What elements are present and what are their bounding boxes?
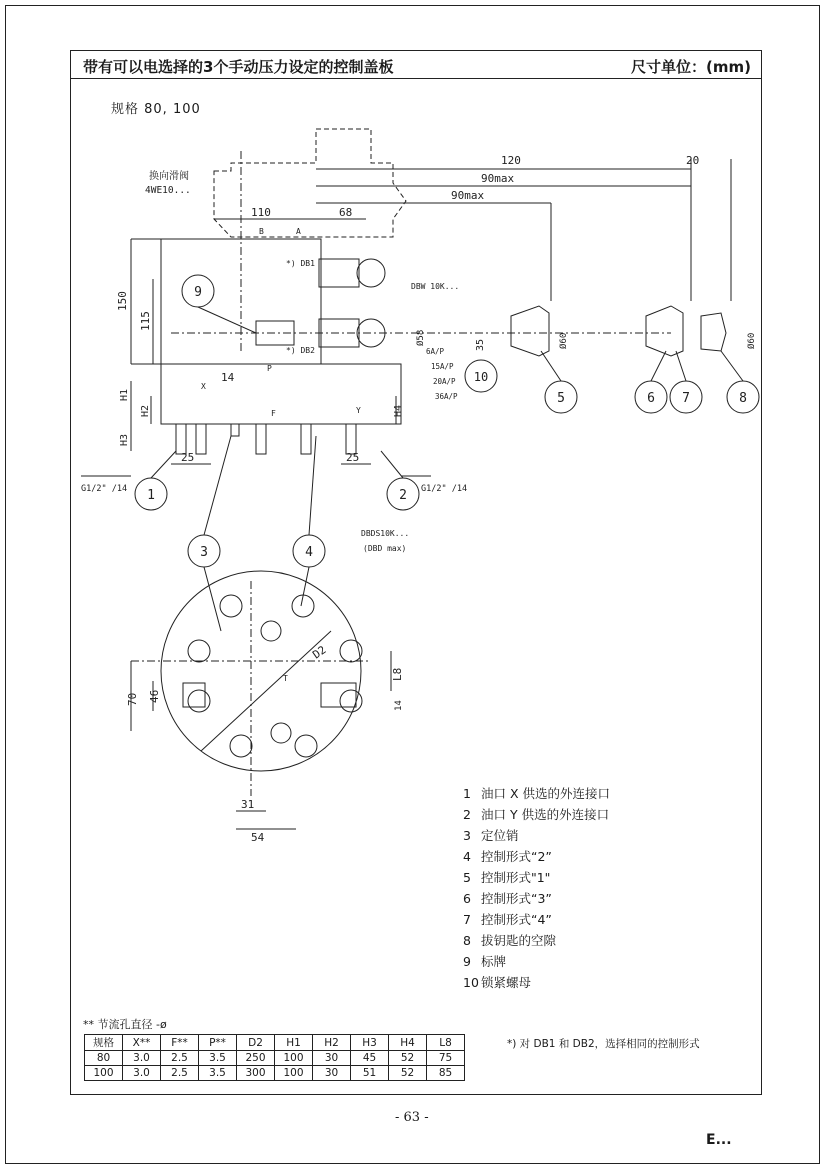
port-circle [271, 723, 291, 743]
valve-type: 4WE10... [145, 185, 191, 196]
datasheet-panel [70, 50, 762, 1095]
dbds-label: DBDS10K... [361, 529, 410, 538]
legend-item: 8 拔钥匙的空隙 [463, 933, 556, 948]
port-x-label: X [201, 382, 206, 391]
dim-14b: 14 [394, 700, 404, 711]
leader [651, 351, 666, 381]
dim-14: 14 [221, 371, 235, 384]
knob-db1 [357, 259, 385, 287]
throttle-note: ** 节流孔直径 -ø [83, 1018, 167, 1031]
dim-d2: D2 [310, 643, 329, 662]
legend-item: 9 标牌 [463, 954, 506, 969]
leader [204, 436, 231, 535]
dim-20: 20 [686, 154, 700, 167]
port-p [301, 424, 311, 454]
dim-54: 54 [251, 831, 265, 844]
bolt-hole [188, 690, 210, 712]
legend-item: 4 控制形式“2” [463, 849, 552, 864]
legend-item: 1 油口 X 供选的外连接口 [463, 786, 610, 801]
dim-h4: H4 [393, 404, 404, 417]
callout-label: 6 [647, 391, 655, 406]
dim-70: 70 [126, 692, 139, 706]
port-left-thread: G1/2" /14 [81, 484, 128, 494]
port-f-label: F [271, 409, 276, 418]
page-title: 带有可以电选择的3个手动压力设定的控制盖板 [83, 58, 394, 76]
bolt-hole [340, 690, 362, 712]
side-port-y [321, 683, 356, 707]
dim-l8: L8 [391, 667, 404, 681]
bolt-hole [220, 595, 242, 617]
dim-60b: Ø60 [747, 332, 757, 349]
p-20a-label: 20A/P [433, 377, 456, 386]
dim-90max-b: 90max [451, 189, 485, 202]
legend-item: 10 锁紧螺母 [463, 975, 531, 990]
dim-35: 35 [475, 338, 486, 351]
dim-25-left: 25 [181, 451, 195, 464]
dim-31: 31 [241, 798, 255, 811]
port-y [346, 424, 356, 454]
p-15a-label: 15A/P [431, 362, 454, 371]
dim-115: 115 [139, 311, 152, 331]
leader [676, 351, 686, 381]
legend-item: 6 控制形式“3” [463, 891, 552, 906]
legend-item: 5 控制形式"1" [463, 870, 551, 885]
port-y-label: Y [356, 406, 361, 415]
dim-58: Ø58 [416, 329, 426, 346]
dim-90max-a: 90max [481, 172, 515, 185]
leader [381, 451, 403, 478]
p-36a-label: 36A/P [435, 392, 458, 401]
dim-60a: Ø60 [559, 332, 569, 349]
directional-valve-outline [214, 129, 406, 237]
leader [721, 351, 743, 381]
port-x [176, 424, 186, 454]
unit-label: 尺寸单位：(mm) [631, 58, 751, 76]
dim-68: 68 [339, 206, 353, 219]
dim-150: 150 [116, 291, 129, 311]
port-right-thread: G1/2" /14 [421, 484, 468, 494]
flange-outline [161, 571, 361, 771]
control-form-1-knob [511, 306, 549, 356]
bolt-hole [230, 735, 252, 757]
callout-label: 8 [739, 391, 747, 406]
bolt-hole [295, 735, 317, 757]
leader [301, 567, 309, 606]
port-f [256, 424, 266, 454]
port-p-label: P [267, 364, 272, 373]
legend-item: 2 油口 Y 供选的外连接口 [463, 807, 610, 822]
callout-label: 5 [557, 391, 565, 406]
dim-46: 46 [148, 689, 161, 703]
dim-h3: H3 [119, 433, 130, 446]
cover-base [161, 364, 401, 424]
dbd-max-label: (DBD max) [363, 544, 407, 553]
port-pin [196, 424, 206, 454]
control-form-3-knob [646, 306, 683, 356]
technical-drawing [71, 51, 763, 1011]
port-a-label: A [296, 227, 301, 236]
locating-pin [231, 424, 239, 436]
callout-label: 4 [305, 545, 313, 560]
leader [309, 436, 316, 535]
table-header-row: 规格 X** F** P** D2 H1 H2 H3 H4 L8 [85, 1035, 465, 1051]
corner-mark: E... [706, 1132, 732, 1148]
p-6a-label: 6A/P [426, 347, 445, 356]
legend-item: 7 控制形式“4” [463, 912, 552, 927]
callout-label: 2 [399, 488, 407, 503]
legend-item: 3 定位销 [463, 828, 519, 843]
dim-h2: H2 [140, 404, 151, 417]
dim-h1: H1 [119, 388, 130, 401]
control-form-4-knob [701, 313, 726, 351]
dbw-label: DBW 10K... [411, 282, 460, 291]
side-port-x [183, 683, 205, 707]
pilot-valve-db1 [319, 259, 359, 287]
callout-label: 10 [473, 370, 489, 384]
port-t-label: T [283, 674, 288, 683]
page-number: - 63 - [395, 1110, 429, 1125]
table-row: 80 3.0 2.5 3.5 250 100 30 45 52 75 [85, 1051, 465, 1066]
callout-label: 7 [682, 391, 690, 406]
size-label: 规格 80, 100 [111, 102, 201, 117]
callout-label: 1 [147, 488, 155, 503]
valve-label: 换向滑阀 [149, 171, 189, 182]
dim-110: 110 [251, 206, 271, 219]
db1-label: *) DB1 [286, 259, 315, 268]
dim-25-right: 25 [346, 451, 360, 464]
legend-list [463, 783, 610, 993]
table-row: 100 3.0 2.5 3.5 300 100 30 51 52 85 [85, 1066, 465, 1081]
callout-label: 9 [194, 285, 202, 300]
dimension-table [84, 1034, 465, 1081]
db-note: *) 对 DB1 和 DB2，选择相同的控制形式 [507, 1038, 700, 1050]
db2-label: *) DB2 [286, 346, 315, 355]
port-circle [261, 621, 281, 641]
port-b-label: B [259, 227, 264, 236]
bolt-hole [188, 640, 210, 662]
leader [204, 567, 221, 631]
dim-120: 120 [501, 154, 521, 167]
leader [541, 351, 561, 381]
callout-label: 3 [200, 545, 208, 560]
leader [198, 307, 256, 333]
